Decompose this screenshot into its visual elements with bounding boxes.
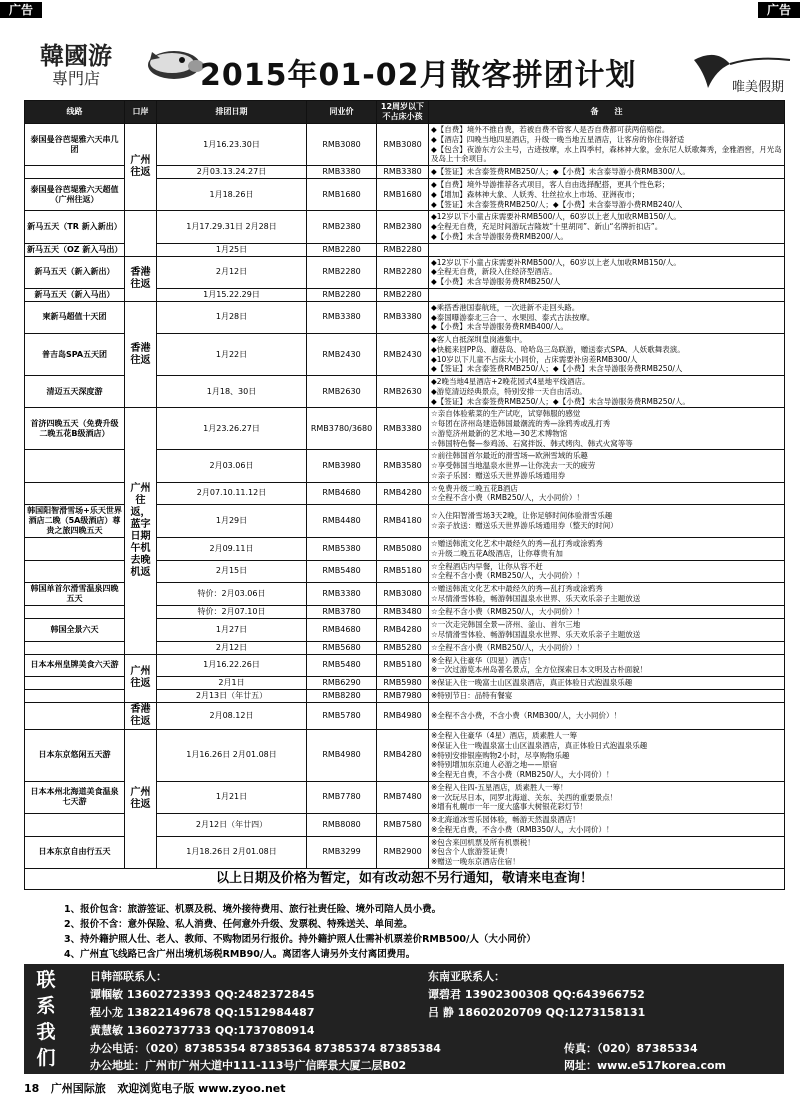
- departure-dates: 1月21日: [157, 781, 307, 813]
- route-name: 日本本州皇牌美食六天游: [25, 654, 125, 677]
- notice-item: 1、报价包含：旅游签证、机票及税、境外接待费用、旅行社责任险、境外司陪人员小费。: [64, 904, 442, 915]
- table-row: [25, 703, 785, 730]
- departure-port: [125, 211, 157, 256]
- office-phone: 办公电话：（020）87385354 87385364 87385374 87385384: [90, 1042, 441, 1055]
- route-name: 新马五天（OZ 新入马出）: [25, 243, 125, 256]
- departure-port: 广州往返，蓝字日期午机去晚机返: [125, 408, 157, 654]
- notice-item: 2、报价不含：意外保险、私人消费、任何意外升级、发票税、特殊送关、单间差。: [64, 919, 413, 930]
- departure-port: 香港往返: [125, 301, 157, 408]
- departure-dates: 2月03.06日: [157, 450, 307, 482]
- route-name: 普吉岛SPA五天团: [25, 334, 125, 376]
- child-price: RMB5280: [377, 641, 429, 654]
- departure-port: 广州往返: [125, 654, 157, 703]
- route-notes: ※特别节日：品特有餐宴: [429, 690, 785, 703]
- departure-dates: 2月1日: [157, 677, 307, 690]
- child-price: RMB3080: [377, 583, 429, 606]
- route-notes: ※保证入住一晚富士山区温泉酒店，真正体验日式泡温泉乐趣: [429, 677, 785, 690]
- departure-port: 广州往返: [125, 124, 157, 211]
- trade-price: RMB4680: [307, 619, 377, 642]
- website-slogan: 欢迎浏览电子版 www.zyoo.net: [117, 1082, 286, 1095]
- trade-price: RMB3380: [307, 583, 377, 606]
- route-notes: [429, 243, 785, 256]
- table-row: [25, 124, 785, 166]
- child-price: RMB2430: [377, 334, 429, 376]
- header-route: 线路: [25, 101, 125, 124]
- tour-schedule-table: [24, 100, 785, 890]
- route-notes: ◆2晚当地4星酒店+2晚花园式4星地平线酒店。 ◆游览清迈经典景点，特别安排一天自由活动。 ◆【签证】未含泰签费RMB250/人；◆【小费】未含导游服务费RMB250/人。: [429, 376, 785, 408]
- child-price: RMB2280: [377, 288, 429, 301]
- route-notes: ※包含来回机票及所有机票税！ ※包含个人旅游签证费！ ※赠送一晚东京酒店住宿！: [429, 836, 785, 868]
- child-price: RMB2280: [377, 243, 429, 256]
- child-price: RMB4280: [377, 482, 429, 505]
- route-notes: ◆【签证】未含泰签费RMB250/人；◆【小费】未含泰导游小费RMB300/人。: [429, 166, 785, 179]
- child-price: RMB5180: [377, 654, 429, 677]
- notice-item: 3、持外籍护照人仕、老人、教师、不购物团另行报价。持外籍护照人仕需补机票差价RMB500/人（大小同价）: [64, 934, 536, 945]
- page-title: 2015年01-02月散客拼团计划: [200, 58, 637, 93]
- route-name: 日本本州北海道美食温泉七天游: [25, 781, 125, 813]
- child-price: RMB2900: [377, 836, 429, 868]
- child-price: RMB3380: [377, 408, 429, 450]
- trade-price: RMB2280: [307, 288, 377, 301]
- logo-sub: 專門店: [52, 69, 101, 88]
- sea-contact-title: 东南亚联系人：: [428, 970, 505, 983]
- route-notes: ◆客人自抵深圳皇岗港集中。 ◆快艇来回PP岛、蘑菇岛、哈哈岛三岛联游，赠送泰式SPA、人妖歌舞表演。 ◆10岁以下儿童不占床大小同价，占床需要补房差RMB300/人 ◆【签证】未含泰签费RMB250/人；◆【小费】未含导游服务费RMB250/人: [429, 334, 785, 376]
- route-notes: ☆全程酒店内早餐，让你从容不赶 ☆全程不含小费（RMB250/人，大小同价）！: [429, 560, 785, 583]
- departure-dates: 2月12日（年廿四）: [157, 814, 307, 837]
- child-price: RMB7480: [377, 781, 429, 813]
- route-notes: ☆赠送韩流文化艺术中最经久的秀—乱打秀或涂鸦秀 ☆尽情滑雪体验，畅游韩国温泉水世界、乐天欢乐亲子主题放送: [429, 583, 785, 606]
- departure-dates: 特价：2月07.10日: [157, 606, 307, 619]
- departure-dates: 1月23.26.27日: [157, 408, 307, 450]
- table-row: [25, 654, 785, 677]
- route-notes: ☆亲自体验紫菜的生产试吃，试穿韩服的感觉 ☆每团在济州岛建造韩国最潮流的秀—涂鸦秀或乱打秀 ☆游览济州最新的艺术地—30艺术博物馆 ☆韩国特色餐—参鸡汤、石窝拌饭、韩式烤肉、韩式火窝等等: [429, 408, 785, 450]
- departure-dates: 特价：2月03.06日: [157, 583, 307, 606]
- departure-dates: 2月12日: [157, 256, 307, 288]
- korea-contact: 黄慧敏 13602737733 QQ:1737080914: [90, 1024, 315, 1037]
- route-notes: ◆12岁以下小童占床需要补RMB500/人，60岁以上老人加收RMB150/人。 ◆全程无自费，充足时间游玩吉隆坡“十里胡同”、新山“名牌折扣店”。 ◆【小费】未含导游服务费RMB200/人。: [429, 211, 785, 243]
- trade-price: RMB4680: [307, 482, 377, 505]
- child-price: RMB3380: [377, 301, 429, 333]
- departure-dates: 1月29日: [157, 505, 307, 538]
- trade-price: RMB8080: [307, 814, 377, 837]
- route-name: 日本东京悠闲五天游: [25, 730, 125, 782]
- header-port: 口岸: [125, 101, 157, 124]
- table-row: [25, 301, 785, 333]
- route-notes: ※全程不含小费，不含小费（RMB300/人，大小同价）！: [429, 703, 785, 730]
- table-row: [25, 730, 785, 782]
- route-name: [25, 560, 125, 583]
- ad-label-left: 广告: [0, 2, 42, 18]
- departure-dates: 2月09.11日: [157, 538, 307, 561]
- route-notes: ※全程入住豪华（四星）酒店！ ※一次过游览本州岛著名景点，全方位探索日本文明及古朴面貌！: [429, 654, 785, 677]
- departure-dates: 2月15日: [157, 560, 307, 583]
- trade-price: RMB3780: [307, 606, 377, 619]
- departure-dates: 1月18.26日 2月01.08日: [157, 836, 307, 868]
- trade-price: RMB3080: [307, 124, 377, 166]
- table-row: [25, 211, 785, 243]
- departure-dates: 1月28日: [157, 301, 307, 333]
- route-name: [25, 814, 125, 837]
- route-notes: ※北海道冰雪乐园体验，畅游天然温泉酒店！ ※全程无自费，不含小费（RMB350/人，大小同价）！: [429, 814, 785, 837]
- route-notes: ◆12岁以下小童占床需要补RMB500/人，60岁以上老人加收RMB150/人。 ◆全程无自费，新段入住经济型酒店。 ◆【小费】未含导游服务费RMB250/人: [429, 256, 785, 288]
- table-row: [25, 256, 785, 288]
- route-name: [25, 641, 125, 654]
- table-header-row: [25, 101, 785, 124]
- route-name: 新马五天（新入马出）: [25, 288, 125, 301]
- route-name: [25, 450, 125, 482]
- route-notes: ※全程入住豪华（4星）酒店，质素胜人一筹 ※保证入住一晚温泉富士山区温泉酒店，真正体验日式泡温泉乐趣 ※特别安排银座购物2小时，尽享购物乐趣 ※特别增加东京迪人必游之地——原宿 ※全程无自费，不含小费（RMB250/人，大小同价）！: [429, 730, 785, 782]
- departure-dates: 2月03.13.24.27日: [157, 166, 307, 179]
- route-notes: ☆一次走完韩国全景—济州、釜山、首尔三地 ☆尽情滑雪体验、畅游韩国温泉水世界、乐天欢乐亲子主题放送: [429, 619, 785, 642]
- departure-dates: 1月27日: [157, 619, 307, 642]
- route-notes: ☆赠送韩流文化艺术中最经久的秀—乱打秀或涂鸦秀 ☆升级二晚五花A级酒店，让你尊贵有加: [429, 538, 785, 561]
- departure-dates: 1月16.22.26日: [157, 654, 307, 677]
- route-name: 柬新马超值十天团: [25, 301, 125, 333]
- trade-price: RMB2280: [307, 256, 377, 288]
- route-notes: ☆全程不含小费（RMB250/人，大小同价）！: [429, 641, 785, 654]
- route-name: 泰国曼谷芭堤雅六天串几团: [25, 124, 125, 166]
- child-price: RMB4980: [377, 703, 429, 730]
- departure-dates: 2月13日（年廿五）: [157, 690, 307, 703]
- departure-dates: 1月22日: [157, 334, 307, 376]
- notice-list: [64, 902, 784, 962]
- trade-price: RMB2280: [307, 243, 377, 256]
- ad-label-right: 广告: [758, 2, 800, 18]
- trade-price: RMB5480: [307, 560, 377, 583]
- departure-dates: 2月08.12日: [157, 703, 307, 730]
- contact-panel: [24, 964, 784, 1074]
- child-price: RMB7980: [377, 690, 429, 703]
- trade-price: RMB4480: [307, 505, 377, 538]
- departure-dates: 2月12日: [157, 641, 307, 654]
- trade-price: RMB2380: [307, 211, 377, 243]
- child-price: RMB5080: [377, 538, 429, 561]
- header-price: 同业价: [307, 101, 377, 124]
- departure-dates: 1月18.26日: [157, 179, 307, 211]
- route-notes: ☆入住阳智滑雪场3天2晚，让你足够时间体验滑雪乐趣 ☆亲子放送：赠送乐天世界游乐场通用券（整天的时间）: [429, 505, 785, 538]
- route-name: [25, 703, 125, 730]
- route-notes: ◆乘搭香港国泰航班，一次进新不走回头路。 ◆泰国曝游泰北三合一、水果园、泰式古法按摩。 ◆【小费】未含导游服务费RMB400/人。: [429, 301, 785, 333]
- trade-price: RMB3299: [307, 836, 377, 868]
- page-number: 18: [24, 1082, 40, 1095]
- child-price: RMB2630: [377, 376, 429, 408]
- route-name: 日本东京自由行五天: [25, 836, 125, 868]
- notice-item: 4、广州直飞线路已含广州出境机场税RMB90/人。离团客人请另外支付离团费用。: [64, 949, 416, 960]
- route-notes: ☆前往韩国首尔最近的滑雪场—欧洲雪域的乐趣 ☆享受韩国当地温泉水世界—让你洗去一天的疲劳 ☆亲子乐园：赠送乐天世界游乐场通用券: [429, 450, 785, 482]
- child-price: RMB2280: [377, 256, 429, 288]
- child-price: RMB5980: [377, 677, 429, 690]
- route-notes: [429, 288, 785, 301]
- child-price: RMB1680: [377, 179, 429, 211]
- page-footer: [24, 1080, 424, 1096]
- route-name: [25, 538, 125, 561]
- logo-main: 韓國游: [40, 41, 112, 70]
- trade-price: RMB6290: [307, 677, 377, 690]
- route-name: 清迈五天深度游: [25, 376, 125, 408]
- sea-contact: 吕 静 18602020709 QQ:1273158131: [428, 1006, 646, 1019]
- trade-price: RMB3980: [307, 450, 377, 482]
- departure-dates: 2月07.10.11.12日: [157, 482, 307, 505]
- departure-dates: 1月17.29.31日 2月28日: [157, 211, 307, 243]
- korea-contact: 谭帼敏 13602723393 QQ:2482372845: [90, 988, 315, 1001]
- route-name: 韩国阳智滑雪场+乐天世界酒店二晚（5A级酒店）尊贵之旅四晚五天: [25, 505, 125, 538]
- departure-port: 香港往返: [125, 256, 157, 301]
- top-bar: [0, 0, 800, 20]
- route-name: [25, 677, 125, 690]
- route-name: 韩国单首尔滑雪温泉四晚五天: [25, 583, 125, 606]
- route-name: [25, 606, 125, 619]
- trade-price: RMB7780: [307, 781, 377, 813]
- child-price: RMB3580: [377, 450, 429, 482]
- office-fax: 传真：（020）87385334: [564, 1042, 698, 1055]
- trade-price: RMB5780: [307, 703, 377, 730]
- route-name: 新马五天（新入新出）: [25, 256, 125, 288]
- route-notes: ◆【自费】境外不推自费，若被自费不管客人是否自费都可获两倍赔偿。 ◆【酒店】四晚当地四星酒店，升级一晚当地五星酒店，让客房的你住得舒适 ◆【包含】夜游东方公主号，古迹按摩，水上四季村，森林神大象，金东尼人妖歌舞秀，金雅酒窖，月光岛及岛上十余项目。: [429, 124, 785, 166]
- trade-price: RMB5680: [307, 641, 377, 654]
- trade-price: RMB3780/3680: [307, 408, 377, 450]
- korea-contact-title: 日韩部联系人：: [90, 970, 167, 983]
- table-footer-note: 以上日期及价格为暂定，如有改动恕不另行通知，敬请来电查询！: [25, 868, 785, 889]
- child-price: RMB3080: [377, 124, 429, 166]
- departure-dates: 1月25日: [157, 243, 307, 256]
- trade-price: RMB3380: [307, 166, 377, 179]
- child-price: RMB2380: [377, 211, 429, 243]
- route-name: 泰国曼谷芭堤雅六天超值（广州往返）: [25, 179, 125, 211]
- magazine-name: 广州国际旅: [50, 1082, 106, 1095]
- trade-price: RMB3380: [307, 301, 377, 333]
- child-price: RMB3380: [377, 166, 429, 179]
- header-notes: 备 注: [429, 101, 785, 124]
- table-footer-row: [25, 868, 785, 889]
- contact-title: 联 系 我 们: [36, 969, 56, 1069]
- trade-price: RMB2630: [307, 376, 377, 408]
- departure-dates: 1月15.22.29日: [157, 288, 307, 301]
- route-notes: ◆【自费】境外导游推荐各式项目，客人自由选择配搭，更具个性色彩； ◆【增加】森林神大象、人妖秀、壮丝拉水上市场、亚洲夜市； ◆【签证】未含泰签费RMB250/人；◆【小费】未含泰导游小费RMB240/人: [429, 179, 785, 211]
- brand-name: 唯美假期: [732, 80, 785, 95]
- departure-port: 广州往返: [125, 730, 157, 869]
- route-notes: ☆免费升级二晚五花B酒店 ☆全程不含小费（RMB250/人，大小同价）！: [429, 482, 785, 505]
- child-price: RMB7580: [377, 814, 429, 837]
- route-notes: ※全程入住四-五星酒店，质素胜人一筹！ ※一次玩尽日本，同罗北海道、关东、关西的重要景点！ ※增有札幌市一年一度大盛事大树银花彩灯节！: [429, 781, 785, 813]
- header: [24, 22, 785, 95]
- office-address: 办公地址：广州市广州大道中111-113号广信晖景大厦二层B02: [90, 1059, 407, 1072]
- departure-dates: 1月16.26日 2月01.08日: [157, 730, 307, 782]
- trade-price: RMB5380: [307, 538, 377, 561]
- child-price: RMB4280: [377, 730, 429, 782]
- sea-contact: 谭碧君 13902300308 QQ:643966752: [428, 988, 645, 1001]
- route-name: [25, 690, 125, 703]
- website: 网址：www.e517korea.com: [564, 1059, 726, 1072]
- trade-price: RMB8280: [307, 690, 377, 703]
- child-price: RMB5180: [377, 560, 429, 583]
- child-price: RMB3480: [377, 606, 429, 619]
- trade-price: RMB1680: [307, 179, 377, 211]
- route-name: 首济四晚五天（免费升级二晚五花B级酒店）: [25, 408, 125, 450]
- route-name: 韩国全景六天: [25, 619, 125, 642]
- child-price: RMB4280: [377, 619, 429, 642]
- table-row: [25, 408, 785, 450]
- departure-dates: 1月16.23.30日: [157, 124, 307, 166]
- header-dates: 排团日期: [157, 101, 307, 124]
- route-name: 新马五天（TR 新入新出）: [25, 211, 125, 243]
- korea-contact: 程小龙 13822149678 QQ:1512984487: [90, 1006, 315, 1019]
- trade-price: RMB4980: [307, 730, 377, 782]
- route-notes: ☆全程不含小费（RMB250/人，大小同价）！: [429, 606, 785, 619]
- departure-dates: 1月18、30日: [157, 376, 307, 408]
- departure-port: 香港往返: [125, 703, 157, 730]
- trade-price: RMB5480: [307, 654, 377, 677]
- header-child-price: 12周岁以下不占床小孩: [377, 101, 429, 124]
- trade-price: RMB2430: [307, 334, 377, 376]
- child-price: RMB4180: [377, 505, 429, 538]
- route-name: [25, 166, 125, 179]
- route-name: [25, 482, 125, 505]
